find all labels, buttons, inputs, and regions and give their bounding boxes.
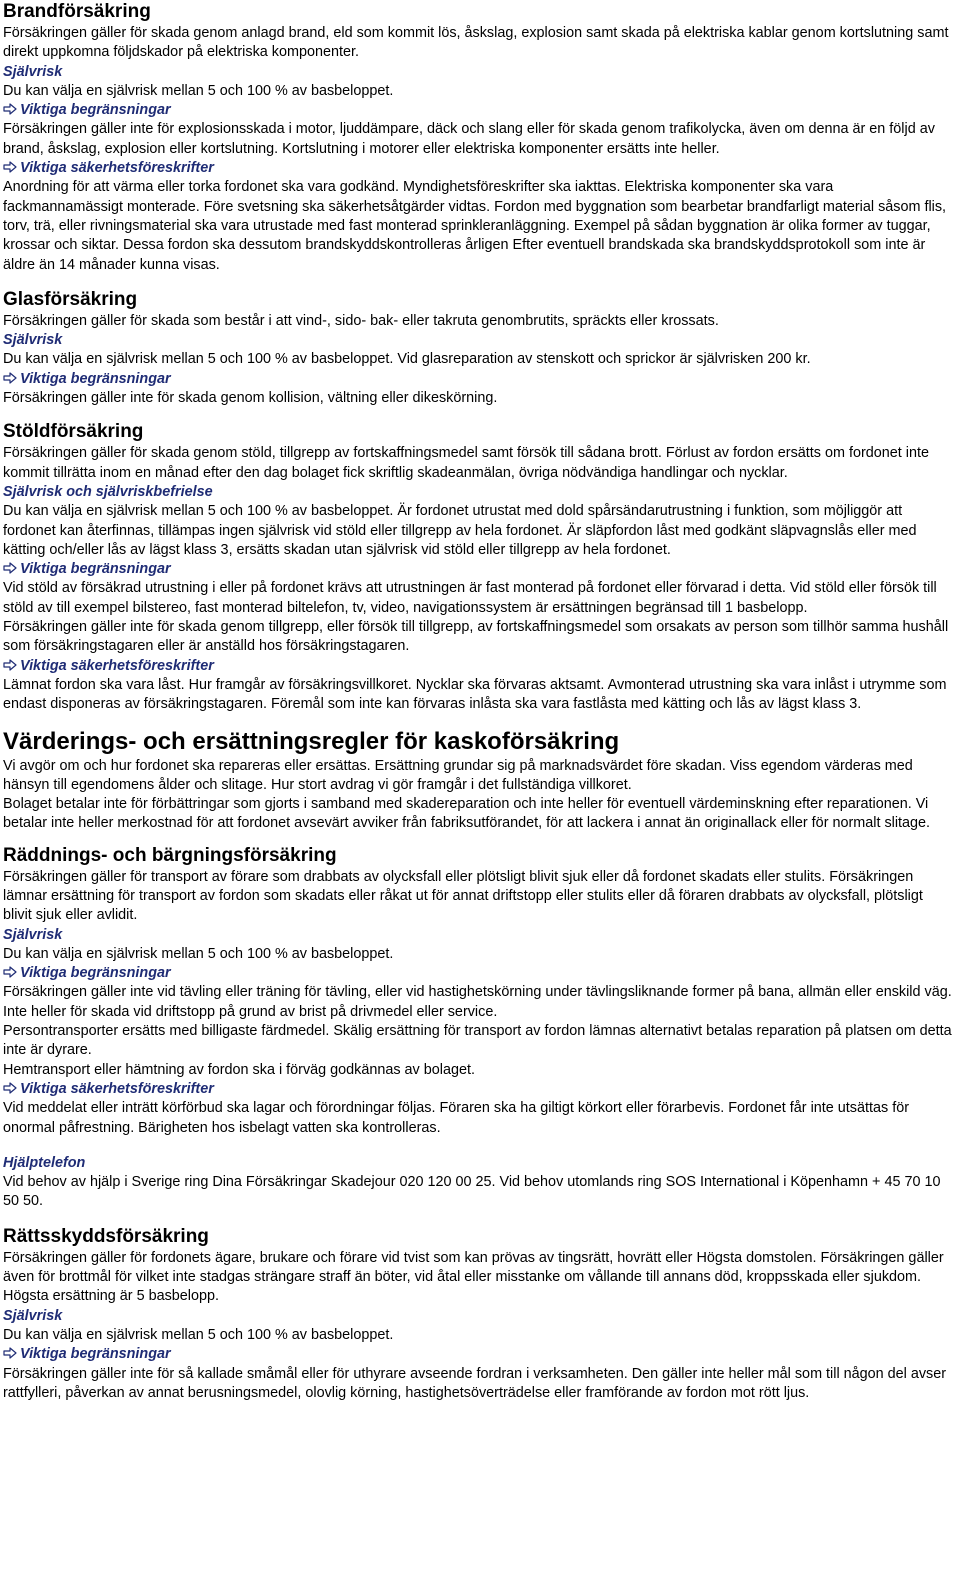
section-heading: Värderings- och ersättningsregler för kaskoförsäkring <box>3 727 620 755</box>
paragraph: Försäkringen gäller för skada som består i att vind-, sido- bak- eller takruta genombrutits, spräckts eller krossats. <box>3 312 719 329</box>
subheading-label: Viktiga säkerhetsföreskrifter <box>20 1080 214 1097</box>
section-heading: Stöldförsäkring <box>3 421 144 443</box>
paragraph: Du kan välja en självrisk mellan 5 och 100 % av basbeloppet. <box>3 1326 394 1343</box>
right-arrow-outline-icon <box>3 1346 17 1360</box>
paragraph: Försäkringen gäller inte för explosionsskada i motor, ljuddämpare, däck och slang eller för skada genom trafikolycka, även om denna är en följd av brand, åskslag, explosion eller kortslutning. Kortslutning i motorer eller elektriska komponenter ersätts inte heller. <box>3 121 935 157</box>
paragraph: Anordning för att värma eller torka fordonet ska vara godkänd. Myndighetsföreskrifter ska iakttas. Elektriska komponenter ska vara fackmannamässigt monterade. Före svetsning ska säkerhetsåtgärder vidtas. Fordon med byggnation som bearbetar brandfarligt material såsom flis, torv, trä, eller rivningsmaterial ska vara utrustade med fast monterad sprinkleranläggning. Exempel på sådan byggnation är olika former av tuggar, krossar och siktar. Dessa fordon ska dessutom brandskyddskontrolleras årligen Efter eventuell brandskada ska brandskyddsprotokoll som inte är äldre än 14 månader kunna visas. <box>3 179 947 273</box>
subheading-with-arrow <box>3 964 954 983</box>
subheading: Självrisk <box>3 1307 63 1324</box>
paragraph: Vi avgör om och hur fordonet ska repareras eller ersättas. Ersättning grundar sig på marknadsvärdet före skadan. Viss egendom värderas med hänsyn till egendomens ålder och slitage. Hur stort avdrag vi gör framgår i det fullständiga villkoret. <box>3 757 913 793</box>
subheading-label: Viktiga säkerhetsföreskrifter <box>20 160 214 177</box>
subheading-with-arrow <box>3 657 954 676</box>
subheading-label: Viktiga säkerhetsföreskrifter <box>20 657 214 674</box>
subheading-with-arrow <box>3 159 954 178</box>
subheading: Självrisk <box>3 63 63 80</box>
subheading-label: Viktiga begränsningar <box>20 965 171 982</box>
subheading-with-arrow <box>3 1080 954 1099</box>
subheading-label: Viktiga begränsningar <box>20 1346 171 1363</box>
paragraph: Försäkringen gäller inte för så kallade småmål eller för uthyrare avseende fordran i verksamheten. Den gäller inte heller mål som till någon del avser rattfylleri, påverkan av annat berusningsmedel, olovlig körning, hastighetsöverträdelse eller framförande av fordon mot rött ljus. <box>3 1365 947 1401</box>
paragraph: Vid meddelat eller inträtt körförbud ska lagar och förordningar följas. Föraren ska ha giltigt körkort eller förarbevis. Fordonet får inte utsättas för onormal påfrestning. Bärigheten hos isbelagt vatten ska kontrolleras. <box>3 1100 909 1136</box>
paragraph: Vid behov av hjälp i Sverige ring Dina Försäkringar Skadejour 020 120 00 25. Vid behov utomlands ring SOS International i Köpenhamn + 45 70 10 50 50. <box>3 1174 941 1210</box>
subheading: Självrisk och självriskbefrielse <box>3 483 213 500</box>
subheading-with-arrow <box>3 1345 954 1364</box>
paragraph: Försäkringen gäller för skada genom anlagd brand, eld som kommit lös, åskslag, explosion samt skada på elektriska kablar genom kortslutning samt direkt uppkomna följdskador på elektriska komponenter. <box>3 25 949 61</box>
paragraph: Försäkringen gäller för fordonets ägare, brukare och förare vid tvist som kan prövas av tingsrätt, hovrätt eller Högsta domstolen. Försäkringen gäller även för brottmål för vilket inte stadgas strängare straff än böter, vid åtal eller misstanke om vållande till annans död, kroppsskada eller sjukdom. Högsta ersättning är 5 basbelopp. <box>3 1249 944 1305</box>
right-arrow-outline-icon <box>3 1081 17 1095</box>
paragraph: Bolaget betalar inte för förbättringar som gjorts i samband med skadereparation och inte heller för eventuell värdeminskning efter reparationen. Vi betalar inte heller merkostnad för att fordonet avsevärt avviker från fabriksutförandet, för att lackera i annat än originallack eller för normalt slitage. <box>3 796 931 832</box>
subheading: Självrisk <box>3 332 63 349</box>
paragraph: Persontransporter ersätts med billigaste färdmedel. Skälig ersättning för transport av fordon lämnas alternativt betalas reparation på platsen om detta inte är dyrare. <box>3 1023 952 1059</box>
paragraph: Du kan välja en självrisk mellan 5 och 100 % av basbeloppet. <box>3 945 394 962</box>
paragraph: Vid stöld av försäkrad utrustning i eller på fordonet krävs att utrustningen är fast monterad på fordonet eller förvarad i detta. Vid stöld eller försök till stöld av till exempel bilstereo, fast monterad biltelefon, tv, video, navigationssystem är ersättningen begränsad till 1 basbelopp. <box>3 580 937 616</box>
subheading-with-arrow <box>3 101 954 120</box>
right-arrow-outline-icon <box>3 658 17 672</box>
right-arrow-outline-icon <box>3 102 17 116</box>
paragraph: Försäkringen gäller inte för skada genom tillgrepp, eller försök till tillgrepp, av fortskaffningsmedel som orsakats av person som tillhör samma hushåll som försäkringstagaren eller är anställd hos försäkringstagaren. <box>3 619 949 655</box>
subheading-label: Viktiga begränsningar <box>20 102 171 119</box>
paragraph: Försäkringen gäller för skada genom stöld, tillgrepp av fortskaffningsmedel samt försök till sådana brott. Förlust av fordon ersätts om fordonet inte kommit tillrätta inom en månad efter den dag bolaget fick skriftlig skadeanmälan, övriga nödvändiga handlingar och nycklar. <box>3 445 929 481</box>
subheading-label: Viktiga begränsningar <box>20 561 171 578</box>
right-arrow-outline-icon <box>3 160 17 174</box>
paragraph: Försäkringen gäller inte vid tävling eller träning för tävling, eller vid hastighetskörning under tävlingsliknande former på bana, allmän eller enskild väg. Inte heller för skada vid driftstopp på grund av brist på drivmedel eller service. <box>3 984 952 1020</box>
paragraph: Du kan välja en självrisk mellan 5 och 100 % av basbeloppet. <box>3 82 394 99</box>
subheading-with-arrow <box>3 370 954 389</box>
section-heading: Brandförsäkring <box>3 1 151 22</box>
section-heading: Räddnings- och bärgningsförsäkring <box>3 844 337 866</box>
paragraph: Försäkringen gäller inte för skada genom kollision, vältning eller dikeskörning. <box>3 390 498 407</box>
section-heading: Rättsskyddsförsäkring <box>3 1225 209 1247</box>
right-arrow-outline-icon <box>3 561 17 575</box>
paragraph: Du kan välja en självrisk mellan 5 och 100 % av basbeloppet. Vid glasreparation av stenskott och sprickor är självrisken 200 kr. <box>3 351 811 368</box>
section-heading: Glasförsäkring <box>3 288 138 310</box>
right-arrow-outline-icon <box>3 965 17 979</box>
paragraph: Du kan välja en självrisk mellan 5 och 100 % av basbeloppet. Är fordonet utrustat med dold spårsändarutrustning i funktion, som möjliggör att fordonet kan återfinnas, tillämpas ingen självrisk vid stöld eller tillgrepp av hela fordonet. Är släpfordon låst med godkänt släpvagnslås eller med kätting och/eller lås av lägst klass 3, ersätts skadan utan självrisk vid stöld eller tillgrepp av hela fordonet. <box>3 503 917 558</box>
subheading: Hjälptelefon <box>3 1154 86 1171</box>
right-arrow-outline-icon <box>3 371 17 385</box>
subheading-with-arrow <box>3 560 954 579</box>
subheading: Självrisk <box>3 926 63 943</box>
subheading-label: Viktiga begränsningar <box>20 370 171 387</box>
paragraph: Försäkringen gäller för transport av förare som drabbats av olycksfall eller plötsligt blivit sjuk eller då fordonet skadats eller stulits. Försäkringen lämnar ersättning för transport av fordon som skadats eller råkat ut för annat driftstopp eller stulits eller då föraren drabbats av olycksfall, plötsligt blivit sjuk eller avlidit. <box>3 868 923 924</box>
paragraph: Lämnat fordon ska vara låst. Hur framgår av försäkringsvillkoret. Nycklar ska förvaras aktsamt. Avmonterad utrustning ska vara inlåst i utrymme som endast disponeras av försäkringstagaren. Föremål som inte kan förvaras inlåsta ska vara fastlåsta med kätting och lås av lägst klass 3. <box>3 676 947 713</box>
paragraph: Hemtransport eller hämtning av fordon ska i förväg godkännas av bolaget. <box>3 1061 475 1078</box>
